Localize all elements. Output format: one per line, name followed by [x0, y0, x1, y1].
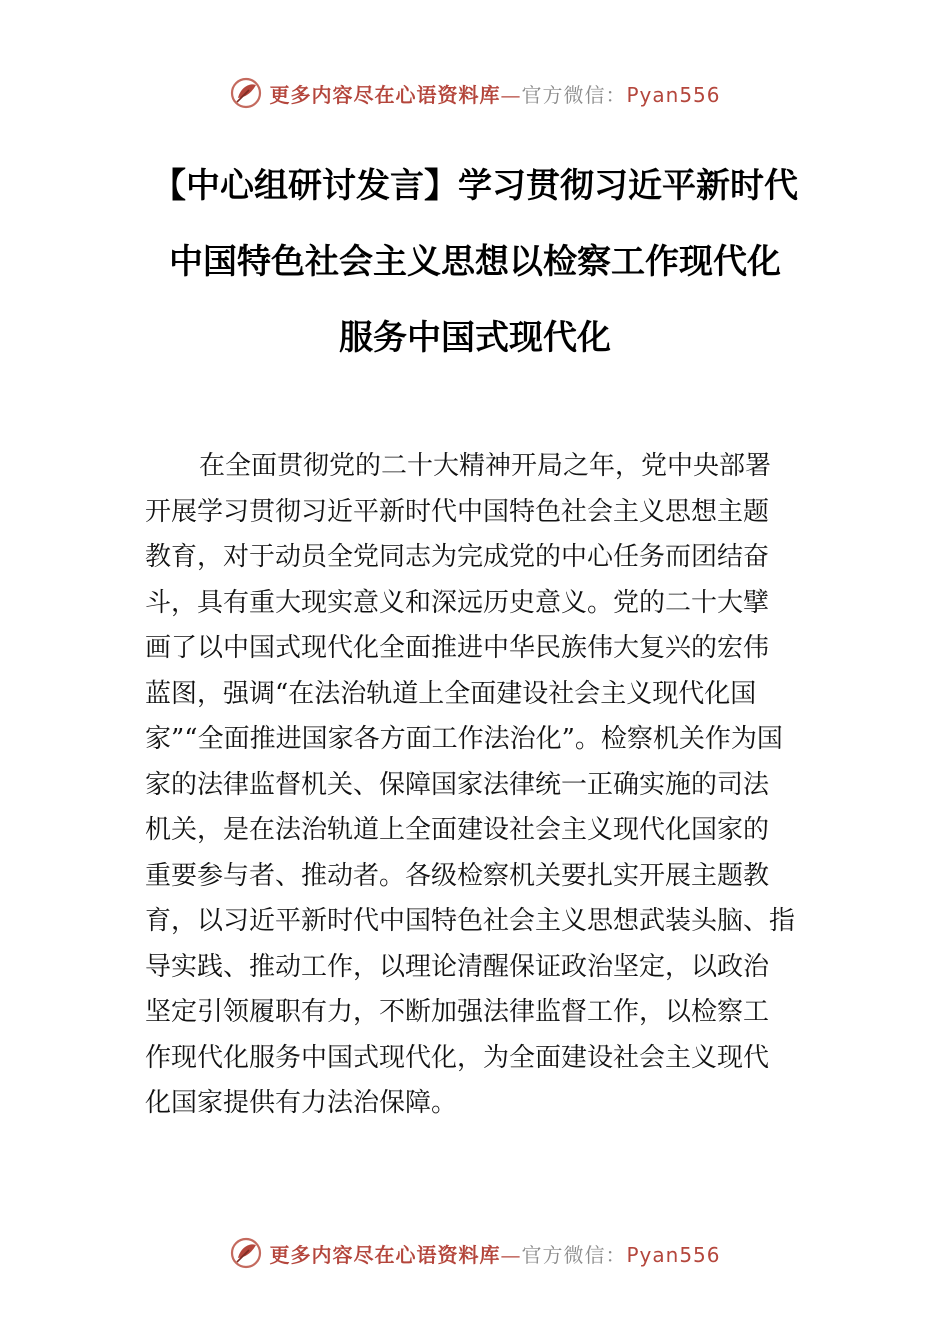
watermark-separator: —	[500, 1242, 522, 1267]
header-watermark	[0, 73, 950, 113]
watermark-text	[269, 1239, 720, 1268]
watermark-text	[269, 79, 720, 108]
watermark-brand: 更多内容尽在心语资料库	[269, 1242, 501, 1267]
body-line: 导实践、推动工作，以理论清醒保证政治坚定，以政治	[145, 951, 770, 982]
body-line: 坚定引领履职有力，不断加强法律监督工作，以检察工	[145, 997, 770, 1027]
watermark-contact-label: 官方微信：	[521, 82, 627, 107]
watermark-contact-id: Pyan556	[626, 82, 721, 107]
body-line: 教育，对于动员全党同志为完成党的中心任务而团结奋	[145, 542, 770, 572]
body-line: 机关，是在法治轨道上全面建设社会主义现代化国家的	[145, 815, 770, 845]
body-line: 蓝图，强调“在法治轨道上全面建设社会主义现代化国	[145, 678, 757, 709]
body-line: 作现代化服务中国式现代化，为全面建设社会主义现代	[145, 1042, 770, 1073]
watermark-brand: 更多内容尽在心语资料库	[269, 82, 501, 107]
body-line: 家”“全面推进国家各方面工作法治化”。检察机关作为国	[145, 724, 783, 754]
body-line: 开展学习贯彻习近平新时代中国特色社会主义思想主题	[145, 496, 770, 527]
footer-watermark	[0, 1233, 950, 1273]
document-title	[60, 148, 890, 376]
body-line: 家的法律监督机关、保障国家法律统一正确实施的司法	[145, 769, 770, 800]
body-line: 斗，具有重大现实意义和深远历史意义。党的二十大擘	[145, 587, 770, 618]
leaf-logo-icon	[229, 1236, 263, 1270]
leaf-logo-icon	[229, 76, 263, 110]
body-line: 重要参与者、推动者。各级检察机关要扎实开展主题教	[145, 860, 770, 891]
body-paragraph	[145, 444, 810, 1127]
body-line: 育，以习近平新时代中国特色社会主义思想武装头脑、指	[145, 906, 796, 936]
title-line: 服务中国式现代化	[339, 318, 611, 358]
body-line: 化国家提供有力法治保障。	[145, 1088, 458, 1118]
title-line: 中国特色社会主义思想以检察工作现代化	[169, 242, 781, 282]
body-line: 画了以中国式现代化全面推进中华民族伟大复兴的宏伟	[145, 633, 770, 663]
watermark-separator: —	[500, 82, 522, 107]
watermark-contact-id: Pyan556	[626, 1242, 721, 1267]
title-line: 【中心组研讨发言】学习贯彻习近平新时代	[152, 166, 798, 206]
watermark-contact-label: 官方微信：	[521, 1242, 627, 1267]
body-line: 在全面贯彻党的二十大精神开局之年，党中央部署	[199, 451, 772, 481]
